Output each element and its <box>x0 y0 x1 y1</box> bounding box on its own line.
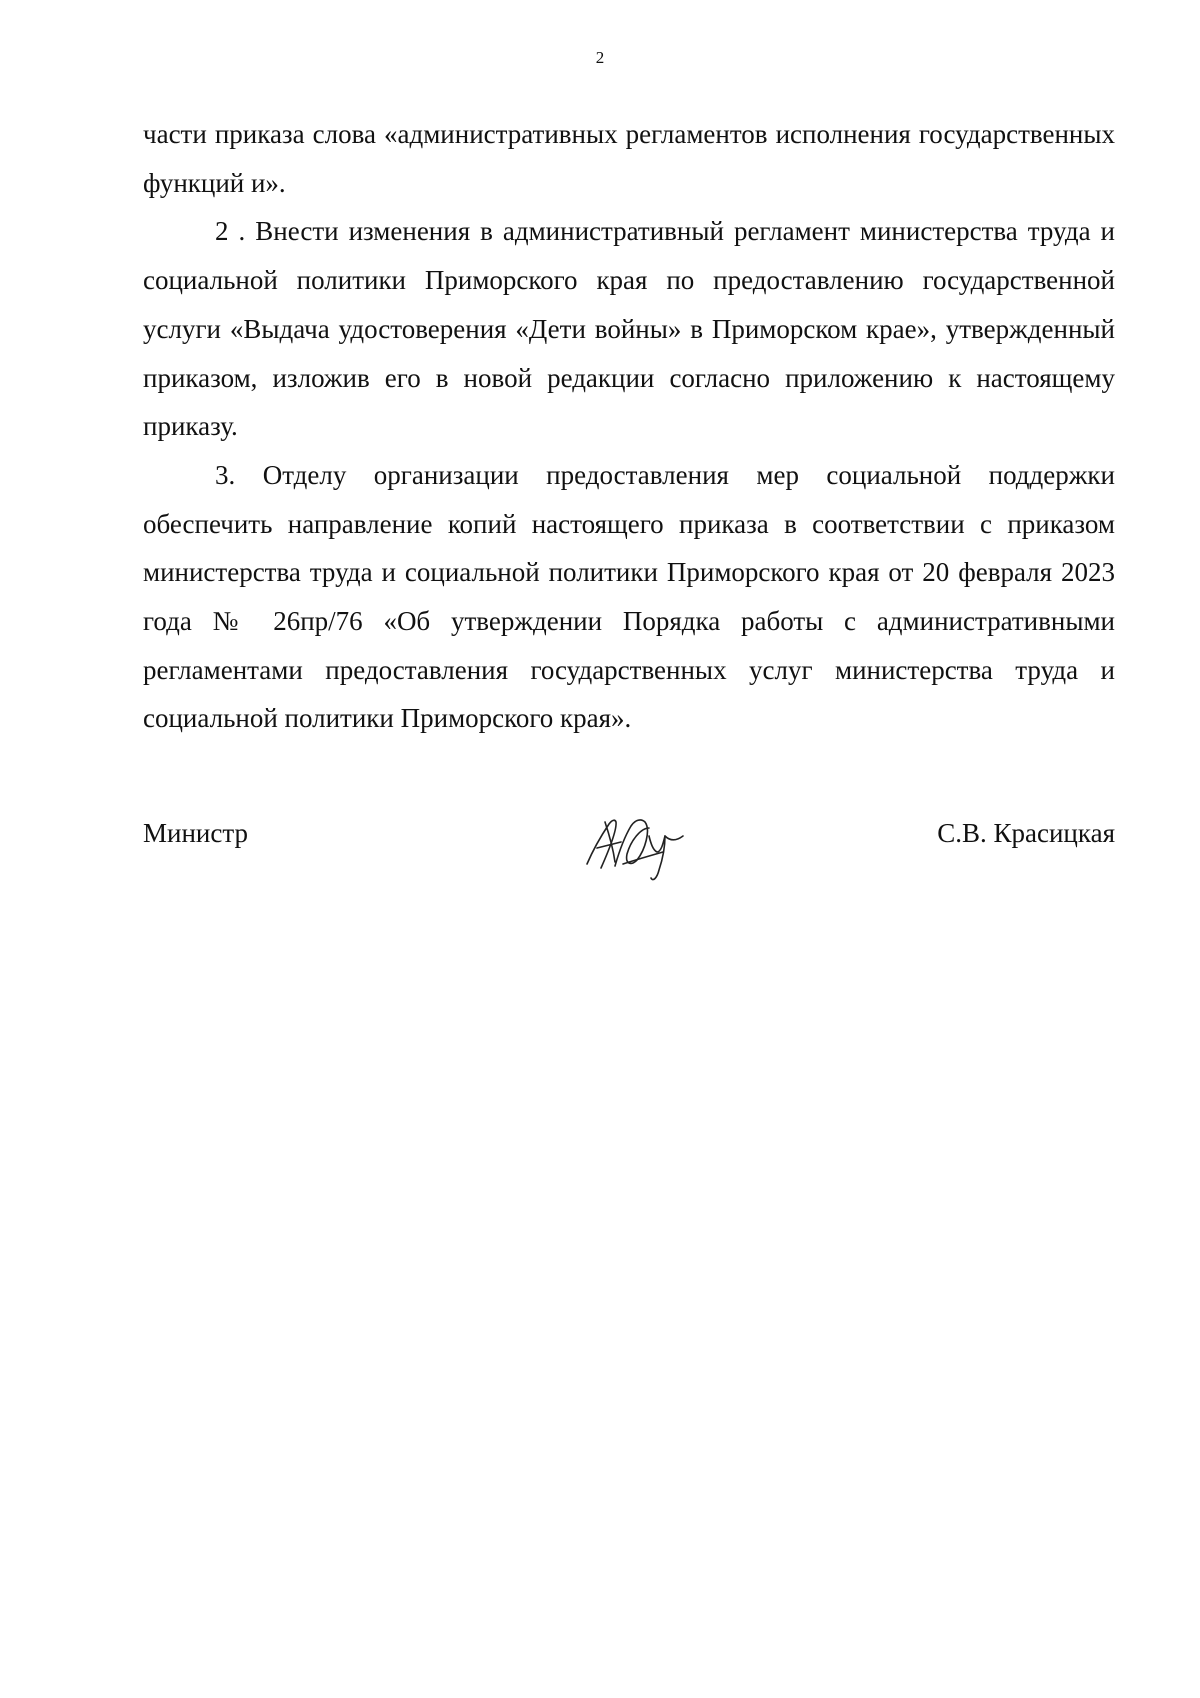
signatory-title: Министр <box>143 818 248 848</box>
paragraph-1-continuation: части приказа слова «административных регламентов исполнения государственных функций и». <box>143 119 1115 198</box>
signatory-name: С.В. Красицкая <box>937 818 1115 848</box>
page-number: 2 <box>595 48 605 67</box>
signature-block <box>143 812 1115 892</box>
handwritten-signature <box>579 806 709 886</box>
paragraph-2: 2 . Внести изменения в административный регламент министерства труда и социальной политики Приморского края по предоставлению государственной услуги «Выдача удостоверения «Дети войны» в Приморском крае», утвержденный приказом, изложив его в новой редакции согласно приложению к настоящему приказу. <box>143 216 1115 442</box>
document-body <box>143 110 1115 743</box>
paragraph-3: 3. Отделу организации предоставления мер социальной поддержки обеспечить направление копий настоящего приказа в соответствии с приказом министерства труда и социальной политики Приморского края от 20 февраля 2023 года № 26пр/76 «Об утверждении Порядка работы с административными регламентами предоставления государственных услуг министерства труда и социальной политики Приморского края». <box>143 459 1115 734</box>
